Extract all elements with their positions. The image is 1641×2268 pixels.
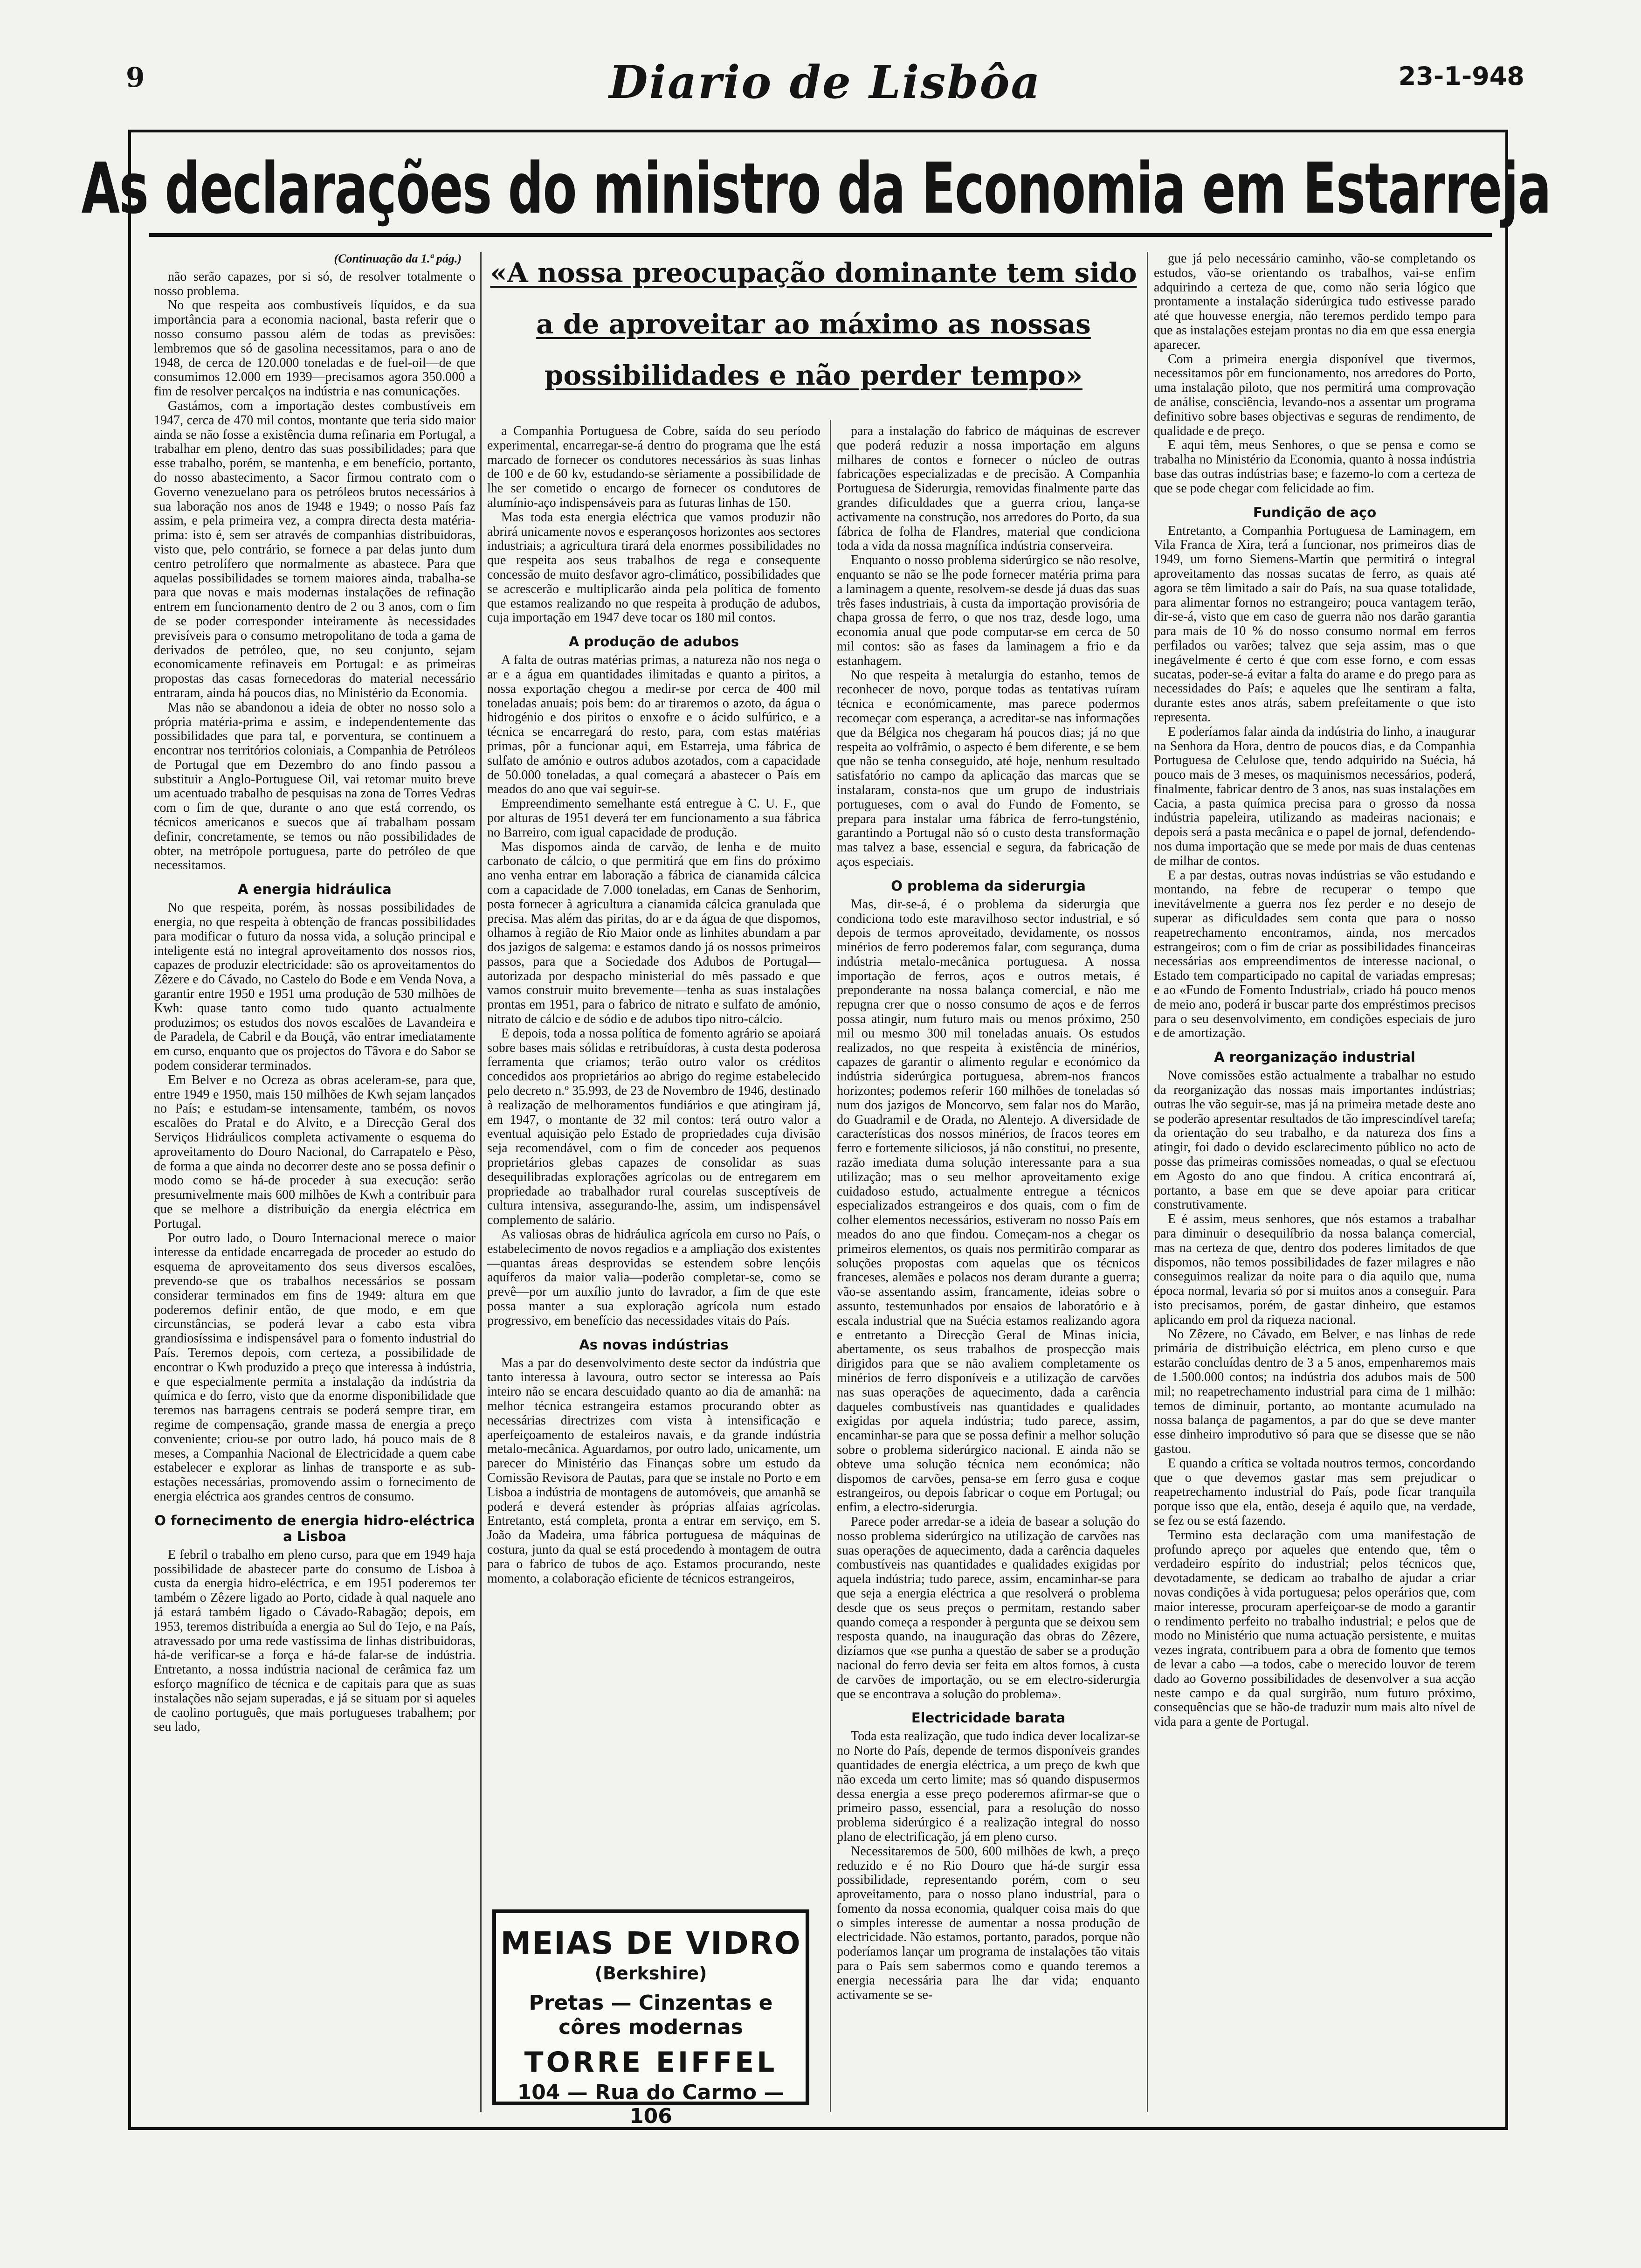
- subheading: A reorganização industrial: [1214, 1049, 1415, 1065]
- column-4: [1154, 252, 1476, 2112]
- headline: [81, 145, 1551, 233]
- column-divider: [480, 252, 482, 2112]
- paragraph: Mas toda esta energia eléctrica que vamos produzir não abrirá unicamente novos e esperançosos horizontes aos sectores industriais; a agricultura tirará dela enormes possibilidades no que respeita aos seus trabalhos de rega e consequente concessão de muito desfavor agro-climático, possibilidades que se acrescerão e multiplicarão ainda pela política de fomento que estamos realizando no que respeita à produção de adubos, cuja importação em 1947 deve tocar os 180 mil contos.: [487, 510, 820, 625]
- headline-rule: [149, 233, 1492, 237]
- paragraph: gue já pelo necessário caminho, vão-se completando os estudos, vão-se orientando os trabalhos, vai-se enfim adquirindo a certeza de que, como não seria lógico que prontamente a instalação siderúrgica tudo estivesse parado até que houvesse energia, não teremos perdido tempo para que as instalações estejam prontas no dia em que essa energia aparecer.: [1154, 252, 1476, 352]
- paragraph: Com a primeira energia disponível que tivermos, necessitamos pôr em funcionamento, nos arredores do Porto, uma instalação piloto, que nos permitirá uma comprovação de análise, consciência, levando-nos a assentar um programa definitivo sobre bases objectivas e seguras de rendimento, de qualidade e de preço.: [1154, 352, 1476, 438]
- paragraph: Mas a par do desenvolvimento deste sector da indústria que tanto interessa à lavoura, outro sector se interessa ao País inteiro não se encara descuidado quanto ao dia de amanhã: na melhor técnica estrangeira estamos procurando obter as necessárias directrizes com vista à intensificação e aperfeiçoamento de estaleiros navais, e da grande indústria metalo-mecânica. Aguardamos, por outro lado, unicamente, um parecer do Ministério das Finanças sobre um estudo da Comissão Revisora de Pautas, para que se instale no Porto e em Lisboa a indústria de montagens de automóveis, que amanhã se poderá e deverá estender às próprias alfaias agrícolas. Entretanto, está completa, pronta a entrar em serviço, em S. João da Madeira, uma fábrica portuguesa de máquinas de costura, junto da qual se está procedendo à montagem de outra para o fabrico de tubos de aço. Estamos procurando, neste momento, a colaboração eficiente de técnicos estrangeiros,: [487, 1355, 820, 1586]
- subheading: A produção de adubos: [568, 634, 739, 650]
- subheading: A energia hidráulica: [238, 881, 392, 898]
- article-dek: [485, 247, 1142, 420]
- ad-address: 104 — Rua do Carmo — 106: [517, 2081, 785, 2128]
- ad-colors: Pretas — Cinzentas e côres modernas: [529, 1991, 773, 2039]
- column-3: [837, 424, 1140, 2112]
- paragraph: Necessitaremos de 500, 600 milhões de kwh, a preço reduzido e é no Rio Douro que há-de surgir essa possibilidade, representando porém, com o seu aproveitamento, para o nosso plano industrial, para o fomento da nossa economia, qualquer coisa mais do que o simples interesse de aumentar a nossa produção de electricidade. Não estamos, portanto, parados, porque não poderíamos lançar um programa de instalações tão vitais para o País sem sabermos como e quando teremos a energia necessária para lhe dar vida; enquanto activamente se se-: [837, 1844, 1140, 2002]
- ad-subtitle: (Berkshire): [594, 1963, 707, 1984]
- paragraph: a Companhia Portuguesa de Cobre, saída do seu período experimental, encarregar-se-á dentro do programa que lhe está marcado de fornecer os condutores necessários às suas linhas de 100 e de 60 kv, estudando-se sèriamente a possibilidade de lhe ser cometido o encargo de fornecer os condutores de alumínio-aço indispensáveis para as futuras linhas de 150.: [487, 424, 820, 510]
- subheading: As novas indústrias: [579, 1336, 729, 1353]
- masthead: [126, 56, 1524, 121]
- headline-text: As declarações do ministro da Economia em Estarreja: [81, 148, 1551, 229]
- column-1: [154, 252, 476, 2112]
- paragraph: Por outro lado, o Douro Internacional merece o maior interesse da entidade encarregada de proceder ao estudo do esquema de aproveitamento dos seus diversos escalões, prevendo-se que os trabalhos necessários se possam considerar terminados em fins de 1949: altura em que poderemos definir então, de que modo, e em que circunstâncias, se poderá levar a cabo esta vibra grandiosíssima e indispensável para o fomento industrial do País. Teremos depois, com certeza, a possibilidade de encontrar o Kwh produzido a preço que interessa à indústria, e que especialmente permita a instalação da indústria da química e do ferro, visto que da enorme disponibilidade que teremos nas barragens centrais se poderá sempre tirar, em regime de compensação, grande massa de energia a preço conveniente; criou-se por outro lado, há pouco mais de 8 meses, a Companhia Nacional de Electricidade a quem cabe estabelecer e explorar as linhas de transporte e as sub-estações necessárias, promovendo assim o fornecimento de energia eléctrica aos grandes centros de consumo.: [154, 1231, 476, 1504]
- paragraph: para a instalação do fabrico de máquinas de escrever que poderá reduzir a nossa importação em alguns milhares de contos e fornecer o núcleo de outras fabricações especializadas e de precisão. A Companhia Portuguesa de Siderurgia, removidas finalmente parte das grandes dificuldades que a guerra criou, lança-se activamente na construção, nos arredores do Porto, da sua fábrica de folha de Flandres, material que condiciona toda a vida da nossa magnífica indústria conserveira.: [837, 424, 1140, 553]
- column-2: [487, 424, 820, 1902]
- dek-text: «A nossa preocupação dominante tem sido a de aproveitar ao máximo as nossas possibilidades e não perder tempo»: [490, 257, 1137, 391]
- paragraph: No que respeita à metalurgia do estanho, temos de reconhecer de novo, porque todas as tentativas ruíram técnica e económicamente, mas parece podermos recomeçar com esperança, a acreditar-se nas informações que da Bélgica nos chegaram há poucos dias; já no que respeita ao volfrâmio, o aspecto é bem diferente, e se bem que não se tenha conseguido, até hoje, nenhum resultado satisfatório no campo da aplicação das marcas que se instalaram, consta-nos que um grupo de industriais portugueses, com o aval do Fundo de Fomento, se prepara para instalar uma fábrica de ferro-tungsténio, garantindo a Portugal não só o custo desta transformação mas talvez a base, essencial e segura, da fabricação de aços especiais.: [837, 668, 1140, 869]
- paragraph: Mas não se abandonou a ideia de obter no nosso solo a própria matéria-prima e assim, e independentemente das possibilidades que para tal, e porventura, se continuem a encontrar nos territórios coloniais, a Companhia de Petróleos de Portugal que em Dezembro do ano findo passou a substituir a Anglo-Portuguese Oil, vai retomar muito breve um acentuado trabalho de pesquisas na zona de Torres Vedras com o fim de que, durante o ano que está correndo, os técnicos americanos e suecos que aí trabalham possam definir, concretamente, se temos ou não possibilidades de obter, na metrópole portuguesa, parte do petróleo de que necessitamos.: [154, 700, 476, 873]
- column-divider: [1147, 252, 1148, 2112]
- column-divider: [830, 420, 831, 2112]
- paragraph: E febril o trabalho em pleno curso, para que em 1949 haja possibilidade de abastecer parte do consumo de Lisboa à custa da energia hidro-eléctrica, e em 1951 poderemos ter também o Zêzere ligado ao Porto, cidade à qual naquele ano já estará também ligado o Cávado-Rabagão; depois, em 1953, teremos distribuída a energia ao Sul do Tejo, e na País, atravessado por uma rede vastíssima de linhas distribuidoras, há-de verificar-se a força e há-de falar-se de indústria. Entretanto, a nossa indústria nacional de cerâmica faz um esforço magnífico de técnica e de capitais para que as suas instalações não sejam superadas, e já se situam por si aqueles de caolino português, que mais portugueses trabalhem; por seu lado,: [154, 1547, 476, 1735]
- newspaper-name: Diario de Lisbôa: [609, 56, 1041, 109]
- paragraph: Nove comissões estão actualmente a trabalhar no estudo da reorganização das nossas mais importantes indústrias; outras lhe vão seguir-se, mas já na primeira metade deste ano se poderão apresentar resultados de tão imprescindível tarefa; da orientação do seu trabalho, e da natureza dos fins a atingir, foi dado o devido esclarecimento público no acto de posse das primeiras comissões nomeadas, o qual se efectuou em Agosto do ano que findou. A crítica encontrará aí, portanto, a base em que se deve apoiar para criticar construtivamente.: [1154, 1068, 1476, 1212]
- paragraph: Entretanto, a Companhia Portuguesa de Laminagem, em Vila Franca de Xira, terá a funcionar, nos primeiros dias de 1949, um forno Siemens-Martin que permitirá o integral aproveitamento das nossas sucatas de ferro, as quais até agora se têm limitado a sair do País, na sua quase totalidade, para alimentar fornos no estrangeiro; pouca vantagem terão, dir-se-á, visto que em caso de guerra não nos darão garantia para mais de 10 % do nosso consumo normal em ferros perfilados ou varões; talvez que seja assim, mas o que inegávelmente é certo é que com esse forno, e com essas sucatas, poder-se-á evitar a falta do arame e do prego para as necessidades do País; e aqueles que lhe sentiram a falta, durante estes anos atrás, sabem prefeitamente o que isto representa.: [1154, 523, 1476, 725]
- paragraph: A falta de outras matérias primas, a natureza não nos nega o ar e a água em quantidades ilimitadas e quanto a piritos, a nossa exportação chegou a medir-se por cerca de 400 mil toneladas anuais; pois bem: do ar tiraremos o azoto, da água o hidrogénio e dos piritos o enxofre e o ácido sulfúrico, e a técnica se encarregará do resto, para, com estas matérias primas, pôr a funcionar aqui, em Estarreja, uma fábrica de sulfato de amónio e outros adubos azotados, com a capacidade de 50.000 toneladas, a qual começará a abastecer o País em meados do ano que vai seguir-se.: [487, 653, 820, 797]
- paragraph: As valiosas obras de hidráulica agrícola em curso no País, o estabelecimento de novos regadios e a ampliação dos existentes—quantas áreas desprovidas se estendem sobre lençóis aquíferos da maior valia—poderão completar-se, como se prevê—por um auxílio junto do lavrador, a fim de que este possa manter a sua exploração agrícola num estado progressivo, em benefício das necessidades vitais do País.: [487, 1227, 820, 1328]
- paragraph: E quando a crítica se voltada noutros termos, concordando que o que devemos gastar mas sem prejudicar o reapetrechamento industrial do País, pode ficar tranquila porque isso que ela, então, deseja é aquilo que, na verdade, se fez ou se está fazendo.: [1154, 1456, 1476, 1528]
- paragraph: E é assim, meus senhores, que nós estamos a trabalhar para diminuir o desequilíbrio da nossa balança comercial, mas na certeza de que, dentro dos poderes limitados de que dispomos, não temos possibilidades de fazer milagres e não conseguimos realizar da noite para o dia aquilo que, numa época normal, levaria só por si muitos anos a conseguir. Para isto precisamos, porém, de gastar dinheiro, que estamos aplicando em prol da riqueza nacional.: [1154, 1212, 1476, 1327]
- paragraph: E aqui têm, meus Senhores, o que se pensa e como se trabalha no Ministério da Economia, quanto à nossa indústria base das outras indústrias base; e fazemo-lo com a certeza de que se pode chegar com felicidade ao fim.: [1154, 438, 1476, 496]
- paragraph: E poderíamos falar ainda da indústria do linho, a inaugurar na Senhora da Hora, dentro de poucos dias, e da Companhia Portuguesa de Celulose que, tendo adquirido na Suécia, há pouco mais de 3 meses, os maquinismos necessários, poderá, finalmente, fabricar dentro de 3 anos, nas suas instalações em Cacia, a pasta química precisa para o grosso da nossa indústria papeleira, utilizando as madeiras nacionais; e depois será a pasta mecânica e o papel de jornal, defendendo-nos duma importação que se mede por mais de duas centenas de milhar de contos.: [1154, 724, 1476, 868]
- ad-shop-name: TORRE EIFFEL: [524, 2046, 778, 2079]
- paragraph: Empreendimento semelhante está entregue à C. U. F., que por alturas de 1951 deverá ter em funcionamento a sua fábrica no Barreiro, com igual capacidade de produção.: [487, 796, 820, 840]
- paragraph: No que respeita, porém, às nossas possibilidades de energia, no que respeita à obtenção de francas possibilidades para modificar o futuro da nossa vida, a solução principal e inteligente está no integral aproveitamento dos nossos rios, capazes de produzir electricidade: são os aproveitamentos do Zêzere e do Cávado, no Castelo do Bode e em Venda Nova, a garantir entre 1950 e 1951 uma produção de 530 milhões de Kwh: quase tanto como tudo quanto actualmente produzimos; os estudos dos novos escalões de Lavandeira e de Paradela, de Cabril e da Bouçã, vão entrar imediatamente em curso, enquanto que os projectos do Tâvora e do Sabor se podem considerar terminados.: [154, 900, 476, 1073]
- paragraph: Termino esta declaração com uma manifestação de profundo apreço por aqueles que entendo que, têm o verdadeiro espírito do industrial; pelos técnicos que, devotadamente, se dedicam ao trabalho de ajudar a criar novas condições à vida portuguesa; pelos operários que, com maior interesse, procuram aperfeiçoar-se de modo a garantir o rendimento perfeito no trabalho industrial; e pelos que de modo no Ministério que numa actuação persistente, e muitas vezes ingrata, contribuem para a obra de fomento que temos de levar a cabo —a todos, cabe o merecido louvor de terem dado ao Governo possibilidades de desenvolver a sua acção neste campo e da qual surgirão, num futuro próximo, consequências que se hão-de traduzir num mais alto nível de vida para a gente de Portugal.: [1154, 1528, 1476, 1729]
- subheading: Electricidade barata: [911, 1710, 1066, 1726]
- paragraph: No Zêzere, no Cávado, em Belver, e nas linhas de rede primária de distribuição eléctrica, em pleno curso e que estarão concluídas dentro de 3 a 5 anos, empenharemos mais de 1.500.000 contos; na indústria dos adubos mais de 500 mil; no reapetrechamento industrial para cima de 1 milhão: temos de diminuir, portanto, ao montante acumulado na nossa balança de pagamentos, a par do que se deve manter esse dinheiro improdutivo só para que se disesse que se não gastou.: [1154, 1327, 1476, 1456]
- page-number: 9: [126, 62, 145, 93]
- paragraph: E a par destas, outras novas indústrias se vão estudando e montando, na febre de recuperar o tempo que inevitávelmente a guerra nos fez perder e no desejo de superar as dificuldades sem conta que para o nosso reapetrechamento encontramos, ainda, nos mercados estrangeiros; com o fim de criar as possibilidades financeiras necessárias aos empreendimentos de interesse nacional, o Estado tem comparticipado no capital de variadas empresas; e ao «Fundo de Fomento Industrial», criado há pouco menos de meio ano, poderá ir buscar parte dos empréstimos precisos para o seu desenvolvimento, em condições especiais de juro e de amortização.: [1154, 868, 1476, 1041]
- advertisement: [492, 1909, 809, 2128]
- paragraph: Parece poder arredar-se a ideia de basear a solução do nosso problema siderúrgico na utilização de carvões nas suas operações de aquecimento, dada a carência daqueles combustíveis nas quantidades e qualidades exigidas por aquela indústria; tudo parece, assim, encaminhar-se para que seja a energia eléctrica a que resolverá o problema desde que os seus preços o permitam, restando saber quando começa a responder à pergunta que se deixou sem resposta quando, na inauguração das obras do Zêzere, dizíamos que «se punha a questão de saber se a produção nacional do ferro devia ser feita em altos fornos, à custa de carvões de importação, ou se em electro-siderurgia que se encontrava a solução do problema».: [837, 1514, 1140, 1701]
- paragraph: não serão capazes, por si só, de resolver totalmente o nosso problema.: [154, 269, 476, 298]
- subheading: Fundição de aço: [1253, 504, 1377, 520]
- paragraph: No que respeita aos combustíveis líquidos, e da sua importância para a economia nacional, basta referir que o nosso consumo passou além de todas as previsões: lembremos que só de gasolina necessitamos, para o ano de 1948, de cerca de 120.000 toneladas e de fuel-oil—de que consumimos 12.000 em 1939—precisamos agora 350.000 a fim de resolver percalços na indústria e nas comunicações.: [154, 298, 476, 399]
- issue-date: 23-1-948: [1398, 62, 1524, 91]
- paragraph: E depois, toda a nossa política de fomento agrário se apoiará sobre bases mais sólidas e retribuídoras, à custa desta poderosa ferramenta que criamos; terão outro valor os créditos concedidos aos proprietários ao abrigo do regime estabelecido pelo decreto n.º 35.993, de 23 de Novembro de 1946, destinado à realização de melhoramentos fundiários e que atingiram já, em 1947, o montante de 32 mil contos: terá outro valor a eventual aquisição pelo Estado de propriedades cuja divisão seja recomendável, com o fim de conceder aos pequenos proprietários glebas capazes de consolidar as suas desequilibradas explorações agrícolas ou de entregarem em propriedade ao trabalhador rural courelas susceptíveis de cultura intensiva, assegurando-lhe, assim, um indispensável complemento de salário.: [487, 1026, 820, 1228]
- paragraph: Gastámos, com a importação destes combustíveis em 1947, cerca de 470 mil contos, montante que teria sido maior ainda se não fosse a existência duma refinaria em Portugal, a trabalhar em pleno, dentro das suas possibilidades; para que esse trabalho, porém, se mantenha, e em benefício, portanto, do nosso abastecimento, a Sacor firmou contrato com o Governo venezuelano para os petróleos brutos necessários à sua laboração nos anos de 1948 e 1949; o nosso País faz assim, e pela primeira vez, a compra directa desta matéria-prima: isto é, sem ser através de companhias distribuidoras, visto que, pelo contrário, se fornece a par delas junto dum centro petrolífero que normalmente as abastece. Para que aquelas possibilidades se tornem maiores ainda, trabalha-se para que novas e mais modernas instalações de refinação entrem em funcionamento dentro de 2 ou 3 anos, com o fim de se poder corresponder inteiramente às necessidades previsíveis para o consumo metropolitano de toda a gama de derivados de petróleo, que, no seu conjunto, sejam economicamente refinaveis em Portugal: e as primeiras propostas das casas fornecedoras do material necessário entraram, ainda há poucos dias, no Ministério da Economia.: [154, 398, 476, 700]
- subheading: O problema da siderurgia: [891, 878, 1086, 894]
- paragraph: Em Belver e no Ocreza as obras aceleram-se, para que, entre 1949 e 1950, mais 150 milhões de Kwh sejam lançados no País; e estudam-se intensamente, também, os novos escalões do Pratal e do Alvito, e a Direcção Geral dos Serviços Hidráulicos completa activamente o esquema do aproveitamento do Douro Nacional, do Carrapatelo e Pèso, de forma a que ainda no decorrer deste ano se possa definir o modo como se há-de proceder à sua execução: serão presumivelmente mais 600 milhões de Kwh a contribuir para que se melhore a distribuição da energia eléctrica em Portugal.: [154, 1072, 476, 1231]
- paragraph: Mas dispomos ainda de carvão, de lenha e de muito carbonato de cálcio, o que permitirá que em fins do próximo ano venha entrar em laboração a fábrica de cianamida cálcica com a capacidade de 7.000 toneladas, em Canas de Senhorim, posta fornecer à agricultura a cianamida cálcica granulada que precisa. Mas além das piritas, do ar e da água de que dispomos, olhamos à região de Rio Maior onde as linhites abundam a par dos jazigos de salgema: e estamos dando já os nossos primeiros passos, para que a Sociedade dos Adubos de Portugal—autorizada por despacho ministerial do mês passado e que vamos construir muito brevemente—tenha as suas instalações prontas em 1951, para o fabrico de nitrato e sulfato de amónio, nitrato de cálcio e de sódio e de adubos tipo nitro-cálcio.: [487, 839, 820, 1027]
- continuation-note: (Continuação da 1.ª pág.): [334, 252, 462, 265]
- ad-title: MEIAS DE VIDRO: [500, 1925, 801, 1961]
- paragraph: Enquanto o nosso problema siderúrgico se não resolve, enquanto se não se lhe pode fornecer matéria prima para a laminagem a quente, resolvem-se desde já duas das suas três fases industriais, à custa da importação provisória de chapa grossa de ferro, o que nos traz, desde logo, uma economia anual que pode computar-se em cerca de 50 mil contos: são as fases da laminagem a frio e da estanhagem.: [837, 553, 1140, 668]
- paragraph: Toda esta realização, que tudo indica dever localizar-se no Norte do País, depende de termos disponíveis grandes quantidades de energia eléctrica, a um preço de kwh que não exceda um certo limite; mas só quando dispusermos dessa energia a esse preço poderemos afirmar-se que o primeiro passo, essencial, para a resolução do nosso problema siderúrgico é a realização integral do nosso plano de electrificação, já em pleno curso.: [837, 1729, 1140, 1844]
- subheading: O fornecimento de energia hidro-eléctrica a Lisboa: [154, 1512, 475, 1544]
- paragraph: Mas, dir-se-á, é o problema da siderurgia que condiciona todo este maravilhoso sector industrial, e só depois de termos aproveitado, devidamente, os nossos minérios de ferro poderemos falar, com segurança, duma indústria metalo-mecânica portuguesa. A nossa importação de ferros, aços e outros metais, é preponderante na nossa balança comercial, e não me repugna crer que o nosso consumo de aços e de ferros possa atingir, num futuro mais ou menos próximo, 250 mil ou mesmo 300 mil toneladas anuais. Os estudos realizados, no que respeita à existência de minérios, capazes de garantir o alimento regular e económico da indústria siderúrgica portuguesa, abrem-nos francos horizontes; podemos referir 160 milhões de toneladas só num dos jazigos de Moncorvo, sem falar nos do Marão, do Guadramil e de Orada, no Alentejo. A diversidade de características dos nossos minérios, de fracos teores em ferro e fortemente siliciosos, já não constitui, no presente, razão imediata duma solução interessante para a sua utilização; mas o seu melhor aproveitamento exige cuidadoso estudo, actualmente entregue a técnicos especializados estrangeiros e dos quais, com o fim de colher elementos necessários, estiveram no nosso País em meados do ano que findou. Começam-nos a chegar os primeiros elementos, os quais nos permitirão comparar as soluções propostas com aquelas que os técnicos franceses, alemães e polacos nos deram durante a guerra; vão-se assentando assim, francamente, ideias sobre o assunto, testemunhados por ensaios de laboratório e à escala industrial que na Suécia estamos realizando agora e entretanto a Direcção Geral de Minas inicia, abertamente, os seus trabalhos de prospecção mais dirigidos para que se não avaliem completamente os minérios de ferro disponíveis e a utilização de carvões nas suas operações de aquecimento, dada a carência daqueles combustíveis nas quantidades e qualidades exigidas por aquela indústria; tudo parece, assim, encaminhar-se para que se possa definir a melhor solução sobre o problema siderúrgico nacional. E ainda não se obteve uma solução técnica nem económica; não dispomos de carvões, pensa-se em ferro gusa e coque estrangeiros, ou depois fabricar o coque em Portugal; ou enfim, a electro-siderurgia.: [837, 897, 1140, 1515]
